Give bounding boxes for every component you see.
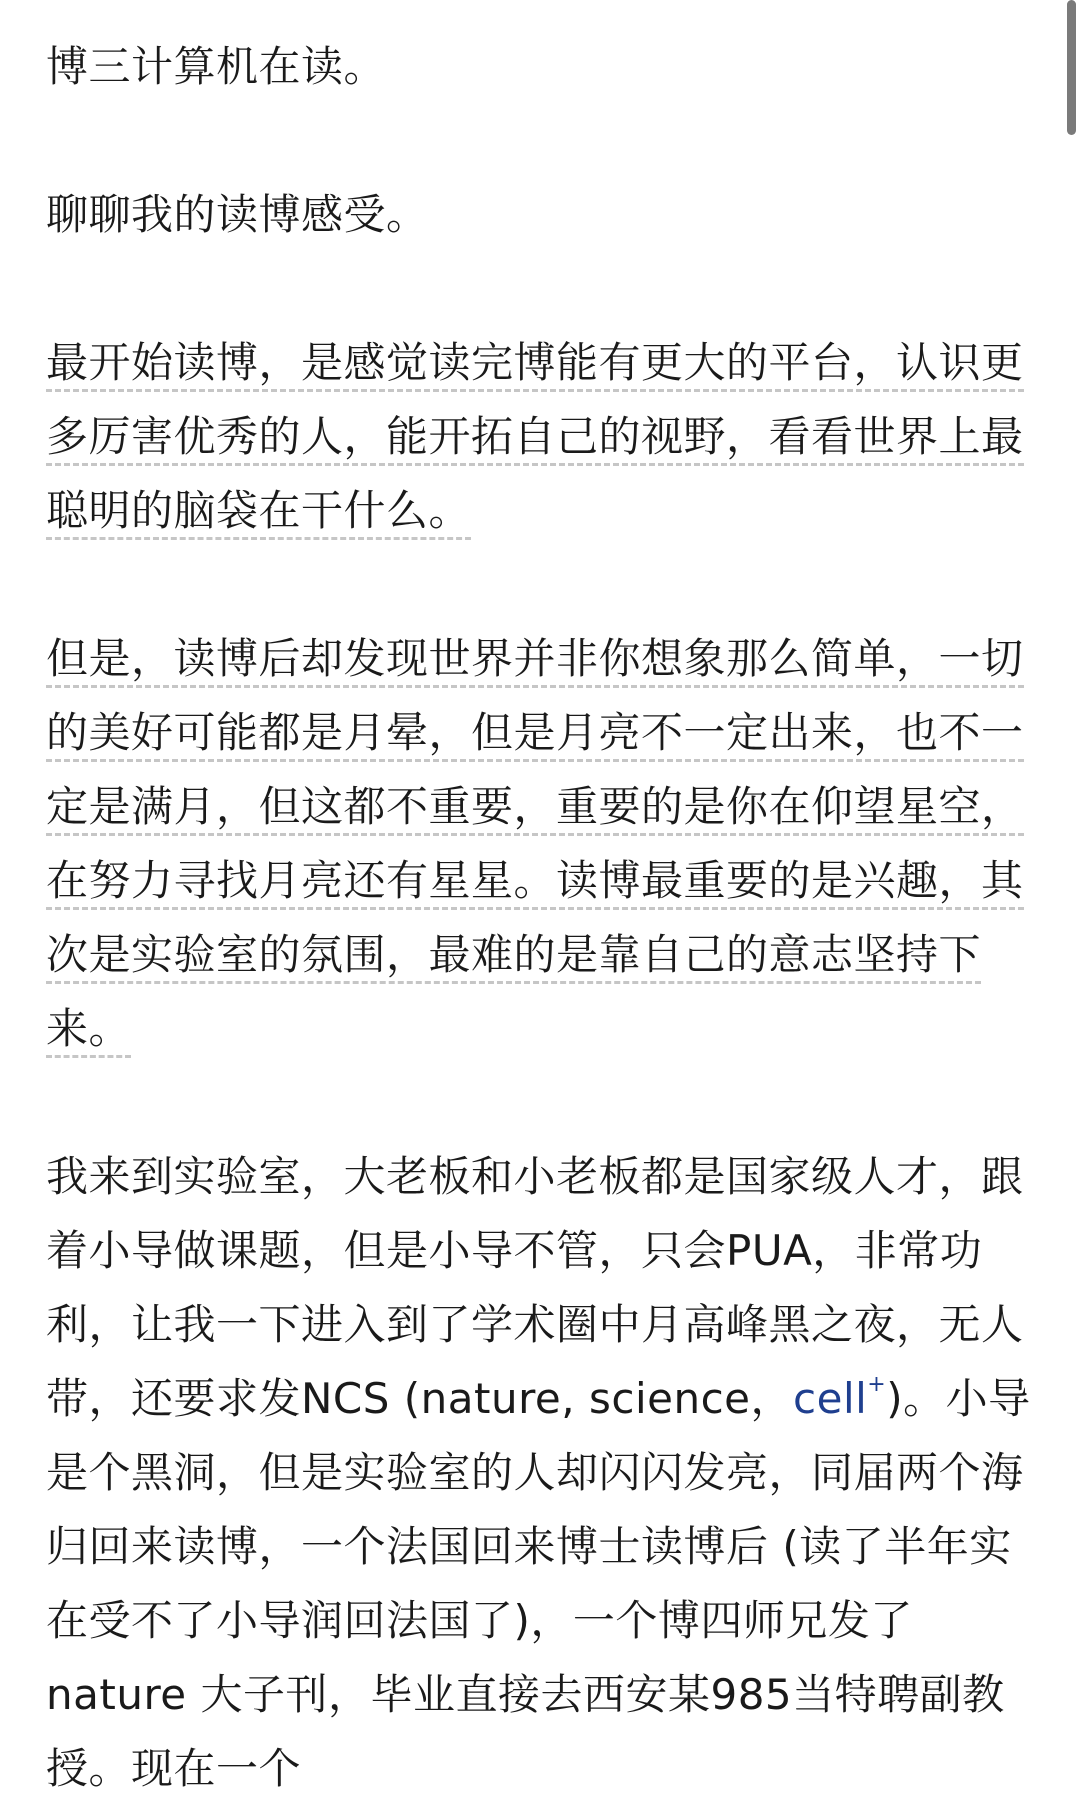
paragraph-intro: 聊聊我的读博感受。 (46, 190, 429, 239)
highlighted-text[interactable]: 但是，读博后却发现世界并非你想象那么简单，一切的美好可能都是月晕，但是月亮不一定出来，也不一定是满月，但这都不重要，重要的是你在仰望星空，在努力寻找月亮还有星星。读博最重要的是兴趣，其次是实验室的氛围，最难的是靠自己的意志坚持下来。 (46, 634, 1024, 1058)
highlighted-text[interactable]: 最开始读博，是感觉读完博能有更大的平台，认识更多厉害优秀的人，能开拓自己的视野，看看世界上最聪明的脑袋在干什么。 (46, 338, 1024, 540)
scrollbar[interactable] (1067, 0, 1076, 135)
cell-link[interactable] (793, 1374, 886, 1423)
link-plus-icon: + (867, 1372, 887, 1397)
paragraph-lab-story (46, 1140, 1036, 1806)
paragraph-reflection (46, 622, 1036, 1066)
text-before-link: 我来到实验室，大老板和小老板都是国家级人才，跟着小导做课题，但是小导不管，只会PUA，非常功利，让我一下进入到了学术圈中月高峰黑之夜，无人带，还要求发NCS (nature, science， (46, 1152, 1024, 1423)
paragraph-status: 博三计算机在读。 (46, 42, 387, 91)
paragraph-motivation (46, 326, 1036, 548)
text-after-link: )。小导是个黑洞，但是实验室的人却闪闪发亮，同届两个海归回来读博，一个法国回来博士读博后 (读了半年实在受不了小导润回法国了)，一个博四师兄发了 nature 大子刊，毕业直接去西安某985当特聘副教授。现在一个 (46, 1374, 1031, 1793)
cell-link-text[interactable]: cell (793, 1374, 868, 1423)
answer-body (46, 30, 1036, 1806)
